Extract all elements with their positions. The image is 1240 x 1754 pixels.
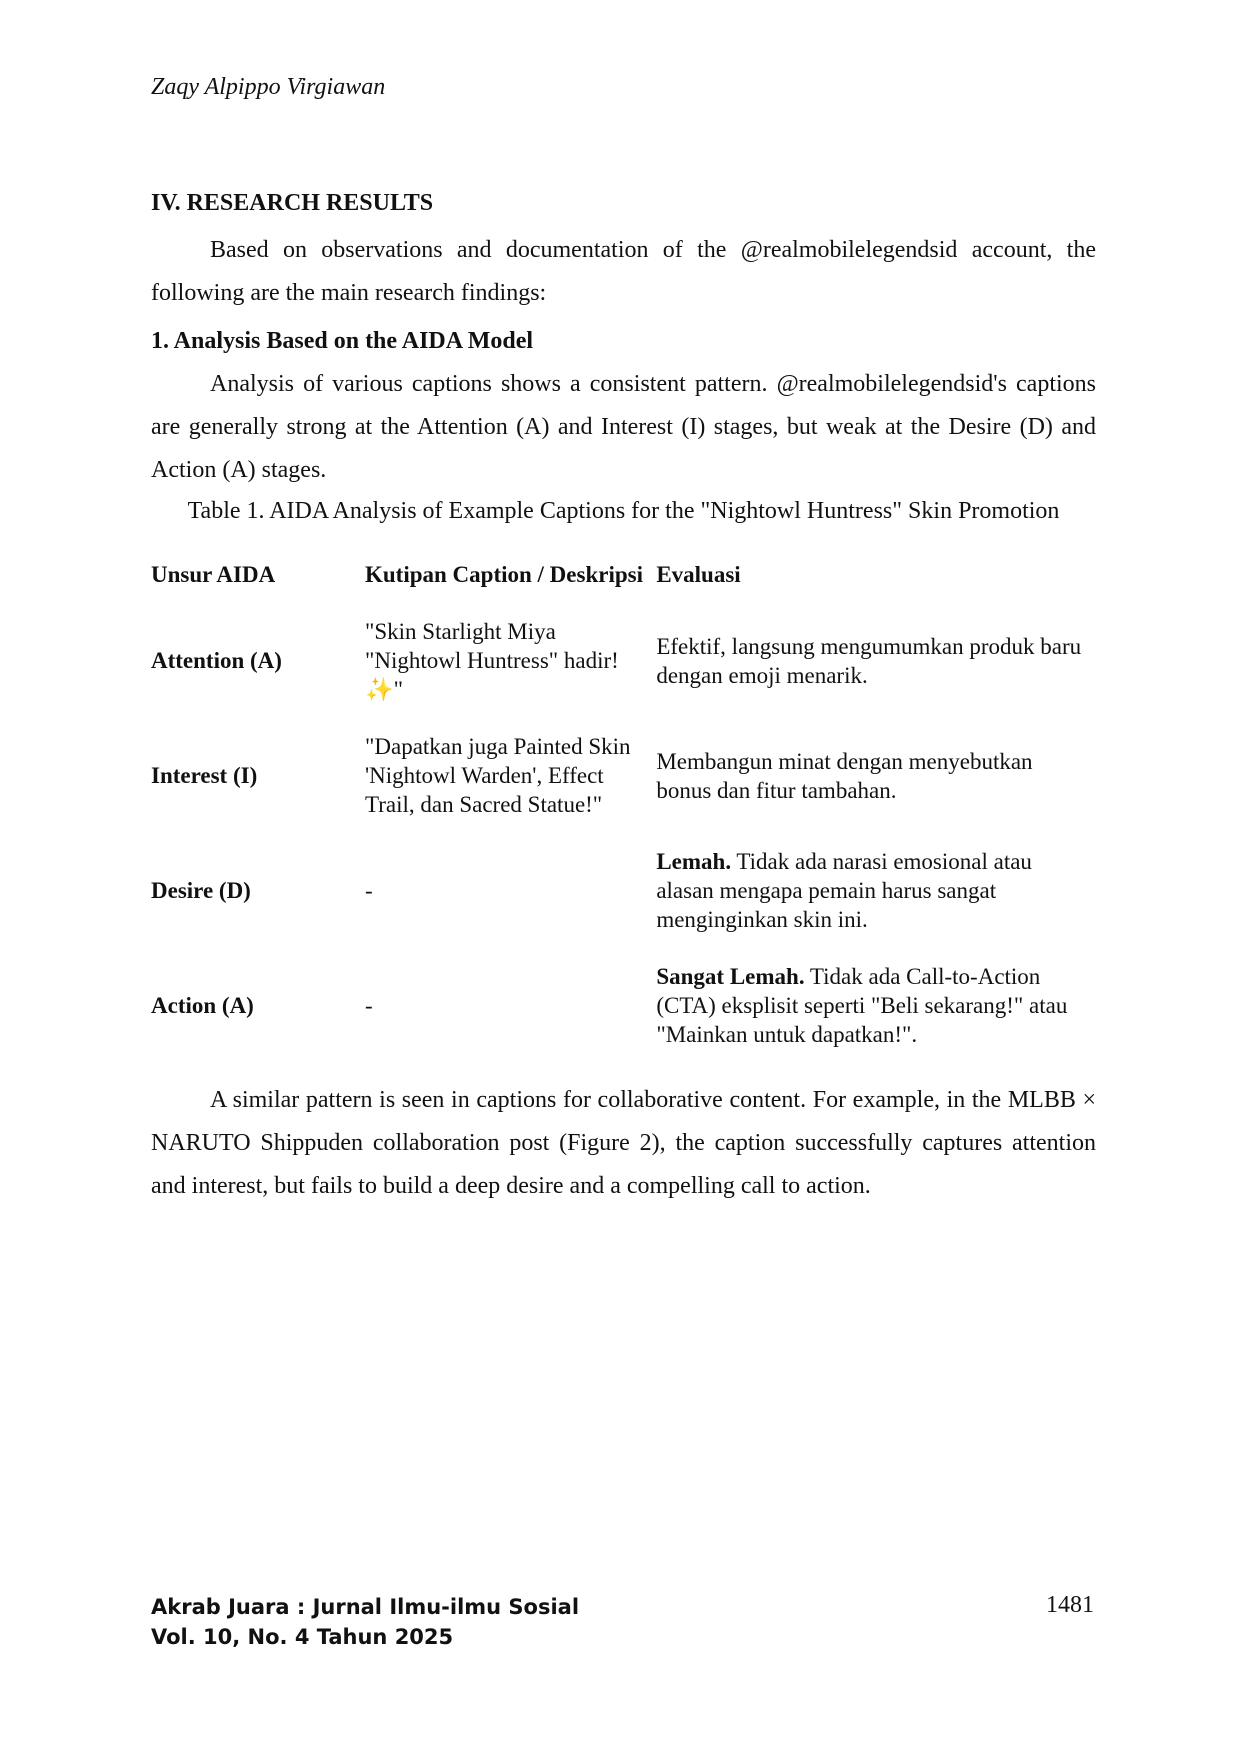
journal-name: Akrab Juara : Jurnal Ilmu-ilmu Sosial <box>151 1595 580 1619</box>
table-caption: Table 1. AIDA Analysis of Example Captions for the "Nightowl Huntress" Skin Promotion <box>187 498 1060 524</box>
running-head-author: Zaqy Alpippo Virgiawan <box>151 74 386 100</box>
section-title: IV. RESEARCH RESULTS <box>151 190 434 216</box>
closing-paragraph: A similar pattern is seen in captions for collaborative content. For example, in the MLBB × NARUTO Shippuden collaboration post (Figure 2), the caption successfully captures attention and interest, but fails to build a deep desire and a compelling call to action. <box>151 1087 1096 1199</box>
subsection-title: 1. Analysis Based on the AIDA Model <box>151 328 534 354</box>
row-element: Attention (A) <box>151 648 282 673</box>
main-content <box>151 190 1096 1208</box>
footer-journal <box>151 1592 579 1652</box>
row-element: Interest (I) <box>151 763 258 788</box>
evaluation-verdict: Lemah. <box>656 849 732 874</box>
evaluation-text: Membangun minat dengan menyebutkan bonus dan fitur tambahan. <box>656 748 1033 803</box>
table-header-row <box>151 546 1096 603</box>
table-row <box>151 948 1096 1063</box>
row-evaluation <box>656 603 1096 718</box>
row-evaluation <box>656 833 1096 948</box>
row-quote: - <box>364 993 373 1018</box>
evaluation-verdict: Sangat Lemah. <box>656 964 805 989</box>
header-evaluation: Evaluasi <box>656 562 741 587</box>
row-quote: - <box>364 878 373 903</box>
header-element: Unsur AIDA <box>151 562 276 587</box>
row-element: Action (A) <box>151 993 254 1018</box>
table-row <box>151 718 1096 833</box>
page-number: 1481 <box>1046 1592 1094 1618</box>
row-evaluation <box>656 948 1096 1063</box>
evaluation-text: Efektif, langsung mengumumkan produk baru dengan emoji menarik. <box>656 633 1082 688</box>
evaluation-text: Tidak ada narasi emosional atau alasan mengapa pemain harus sangat menginginkan skin ini. <box>656 849 1032 932</box>
table-row <box>151 833 1096 948</box>
header-quote: Kutipan Caption / Deskripsi <box>364 562 643 587</box>
row-quote: "Skin Starlight Miya "Nightowl Huntress" hadir! ✨" <box>364 619 619 702</box>
intro-paragraph: Based on observations and documentation of the @realmobilelegendsid account, the following are the main research findings: <box>151 237 1096 306</box>
row-quote: "Dapatkan juga Painted Skin 'Nightowl Warden', Effect Trail, dan Sacred Statue!" <box>364 734 631 817</box>
evaluation-text: Tidak ada Call-to-Action (CTA) eksplisit seperti "Beli sekarang!" atau "Mainkan untuk dapatkan!". <box>656 964 1068 1047</box>
row-evaluation <box>656 718 1096 833</box>
journal-volume: Vol. 10, No. 4 Tahun 2025 <box>151 1625 454 1649</box>
aida-table <box>151 546 1096 1063</box>
table-row <box>151 603 1096 718</box>
row-element: Desire (D) <box>151 878 251 903</box>
analysis-paragraph: Analysis of various captions shows a consistent pattern. @realmobilelegendsid's captions are generally strong at the Attention (A) and Interest (I) stages, but weak at the Desire (D) and Action (A) stages. <box>151 371 1096 483</box>
